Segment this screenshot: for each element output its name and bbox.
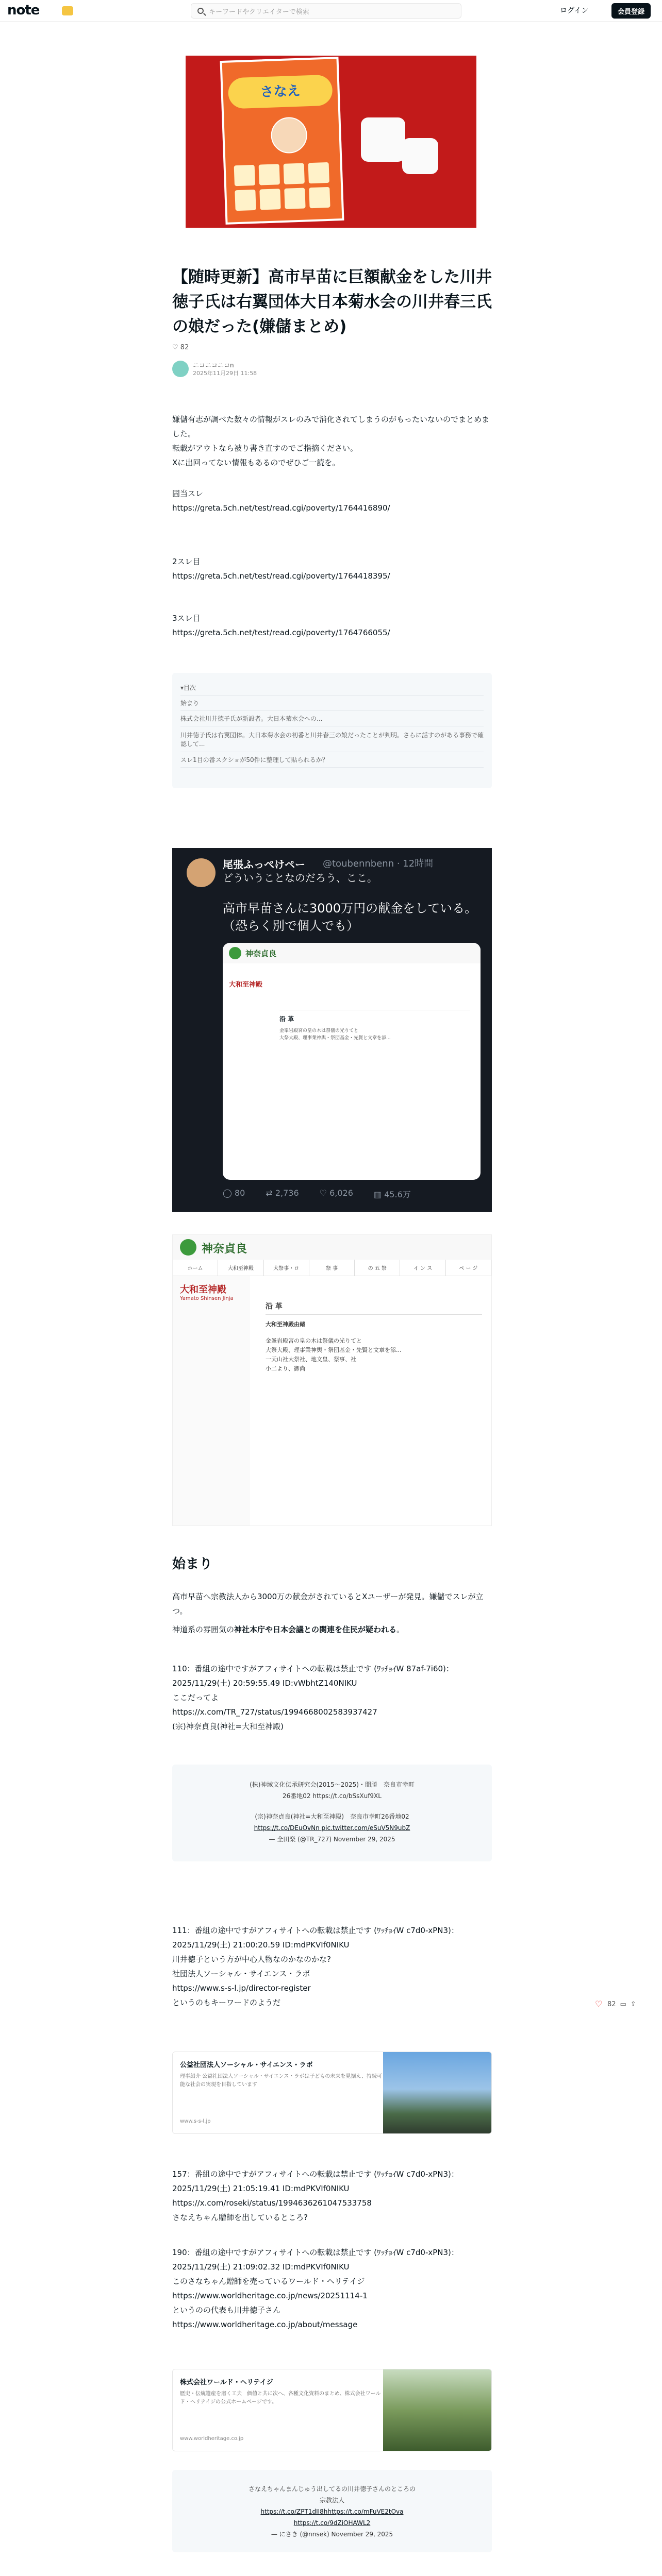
card-title: 公益社団法人ソーシャル・サイエンス・ラボ: [180, 2061, 313, 2069]
note-logo[interactable]: note: [7, 3, 40, 18]
retweet-count-value: 2,736: [275, 1188, 299, 1198]
post-header: 110：番組の途中ですがアフィサイトへの転載は禁止です (ﾜｯﾁｮｲW 87af-7i60)：2025/11/29(土) 20:59:55.49 ID:vWbhtZ140NIKU: [172, 1664, 454, 1688]
card-url: www.worldheritage.co.jp: [180, 2436, 244, 2442]
shrine-website-screenshot: [172, 1234, 492, 1526]
shrine-kamon: 大和至神殿: [180, 1284, 226, 1295]
like-count-tweet[interactable]: ♡ 6,026: [319, 1188, 353, 1198]
toc-item[interactable]: 株式会社川井徳子氏が新設者。大日本菊水会への...: [180, 711, 484, 726]
post-link[interactable]: https://x.com/TR_727/status/1994668002583937427: [172, 1707, 377, 1717]
link-card[interactable]: [172, 2052, 492, 2134]
post-header: 190：番組の途中ですがアフィサイトへの転載は禁止です (ﾜｯﾁｮｲW c7d0-xPN3)：2025/11/29(土) 21:09:02.32 ID:mdPKVIf0NIKU: [172, 2248, 459, 2272]
shrine-nav: [173, 1260, 491, 1276]
tweet-body: [223, 900, 477, 935]
thread-label: 2スレ目: [172, 557, 201, 566]
card-url: www.s-s-l.jp: [180, 2119, 211, 2124]
post-line: というのもキーワードのようだ: [172, 1998, 281, 2007]
comment-icon[interactable]: ▭: [620, 2001, 626, 2008]
floating-actions: [595, 2001, 636, 2008]
embed-line: さなえちゃんまんじゅう出してるの川井徳子さんのところの: [248, 2485, 416, 2493]
publish-date: 2025年11月29日 11:58: [193, 370, 257, 377]
post-link[interactable]: https://www.s-s-l.jp/director-register: [172, 1984, 311, 1993]
tweet-text: どういうことなのだろう、ここ。: [223, 872, 377, 884]
post-111: [172, 1923, 492, 2010]
like-count-value: 82: [180, 344, 189, 351]
post-190: [172, 2245, 492, 2332]
embed-line: 宗教法人: [319, 2497, 344, 2504]
tweet-body-line: 高市早苗さんに3000万円の献金をしている。: [223, 901, 477, 916]
card-description: 歴史・伝統遺産を磨く工夫 価値と共に次へ、各種文化資料のまとめ、株式会社ワールド・ヘリテイジの公式ホームページです。: [180, 2391, 381, 2405]
section-bold: 神社本庁や日本会議との関連を住民が疑われる: [234, 1625, 397, 1634]
embed-line: (株)神域文化伝承研究会(2015～2025)・間勝 奈良市幸町: [250, 1781, 415, 1788]
post-link[interactable]: https://www.worldheritage.co.jp/about/message: [172, 2320, 358, 2329]
section-paragraph: 高市早苗へ宗教法人から3000万の献金がされているとXユーザーが発見。嫌儲でスレが立つ。: [172, 1592, 484, 1616]
shrine-text: 大祭大殿、理事業神輿・祭団基金・先賢と文章を添...: [266, 1347, 402, 1353]
shrine-nav-item: ペ ー ジ: [446, 1260, 491, 1276]
post-link[interactable]: https://x.com/roseki/status/1994636261047533758: [172, 2198, 372, 2208]
card-thumbnail: [383, 2052, 491, 2134]
post-line: さなえちゃん贈師を出しているところ?: [172, 2213, 308, 2222]
shrine-nav-item: 大和至神殿: [218, 1260, 263, 1276]
embed-line: (宗)神奈貞良(神社=大和至神殿) 奈良市幸町26番地02: [255, 1813, 409, 1820]
signup-button[interactable]: 会員登録: [611, 3, 651, 19]
post-link[interactable]: https://www.worldheritage.co.jp/news/20251114-1: [172, 2291, 368, 2300]
toc-item[interactable]: スレ1目の番スクショが50件に整理して貼られるか？: [180, 752, 484, 768]
login-link[interactable]: ログイン: [560, 7, 589, 15]
embedded-kamon: 大和至神殿: [229, 981, 263, 989]
post-line: ここだってよ: [172, 1693, 219, 1702]
embed-line: 26番地02 https://t.co/bSsXuf9XL: [283, 1792, 382, 1800]
embedded-tweet: [172, 2470, 492, 2552]
top-header: [0, 0, 662, 22]
author-name[interactable]: ニコニコニコn: [193, 362, 234, 369]
toc-heading: 目次: [184, 684, 196, 691]
embedded-article: [279, 1010, 470, 1164]
thread-url[interactable]: https://greta.5ch.net/test/read.cgi/poverty/1764416890/: [172, 503, 390, 513]
intro-line: 嫌儲有志が調べた数々の情報がスレのみで消化されてしまうのがもったいないのでまとめました。: [172, 415, 490, 438]
post-header: 111：番組の途中ですがアフィサイトへの転載は禁止です (ﾜｯﾁｮｲW c7d0-xPN3)：2025/11/29(土) 21:00:20.59 ID:mdPKVIf0NIKU: [172, 1926, 459, 1950]
post-line: 社団法人ソーシャル・サイエンス・ラボ: [172, 1969, 310, 1978]
embed-link[interactable]: https://t.co/ZPT1dII8hhttps://t.co/mFuVE2tOva: [260, 2508, 404, 2515]
shrine-nav-item: イ ン ス: [400, 1260, 445, 1276]
shrine-nav-item: 祭 事: [309, 1260, 355, 1276]
thread-label: 3スレ目: [172, 614, 201, 623]
reply-count[interactable]: ◯ 80: [223, 1188, 245, 1198]
shrine-nav-item: 大祭事・ロ: [264, 1260, 309, 1276]
intro-paragraph: [172, 412, 492, 470]
post-header: 157：番組の途中ですがアフィサイトへの転載は禁止です (ﾜｯﾁｮｲW c7d0-xPN3)：2025/11/29(土) 21:05:19.41 ID:mdPKVIf0NIKU: [172, 2170, 459, 2193]
thread-link-block: [172, 486, 492, 515]
tweet-handle: @toubennbenn · 12時間: [323, 858, 434, 869]
tweet-avatar: [187, 858, 216, 887]
tweet-embedded-image: [223, 943, 481, 1180]
logo-mascot-icon: [62, 6, 73, 15]
shrine-nav-item: の 五 祭: [355, 1260, 400, 1276]
thread-label: 固当スレ: [172, 489, 204, 498]
retweet-count[interactable]: ⇄ 2,736: [266, 1188, 299, 1198]
embedded-text: 金峯岩殿宮の皇の木は祭儀の光りてと: [279, 1028, 359, 1033]
search-placeholder: キーワードやクリエイターで検索: [209, 8, 309, 16]
tweet-author-name: 尾張ふっぺけペー: [223, 858, 305, 871]
embedded-text: 大祭大殿、理事業神輿・祭団基金・先賢と文章を添...: [279, 1036, 391, 1041]
thread-link-block: [172, 611, 492, 640]
section-text: 神道系の雰囲気の: [172, 1625, 235, 1634]
floating-like-count: 82: [607, 2001, 616, 2008]
post-line: このさなちゃん贈師を売っているワールド・ヘリテイジ: [172, 2277, 365, 2286]
heart-icon[interactable]: [595, 2001, 603, 2008]
search-icon: [197, 8, 204, 14]
shrine-text: 一天山社大祭社、地文皇、祭事、社: [266, 1356, 356, 1363]
product-box-illustration: [220, 57, 344, 225]
card-title: 株式会社ワールド・ヘリテイジ: [180, 2379, 273, 2386]
embed-link[interactable]: https://t.co/DEuOvNn pic.twitter.com/eSuV5N9ubZ: [254, 1824, 410, 1832]
product-grid: [234, 162, 334, 211]
shrine-subheading: 大和至神殿由緒: [266, 1321, 305, 1328]
tweet-actions: [223, 1188, 481, 1200]
reply-count-value: 80: [235, 1188, 245, 1198]
thread-url[interactable]: https://greta.5ch.net/test/read.cgi/poverty/1764766055/: [172, 628, 390, 637]
table-of-contents: [172, 673, 492, 788]
toc-item[interactable]: 始まり: [180, 696, 484, 711]
face-illustration: [270, 116, 307, 154]
shrine-sidebar: [173, 1276, 250, 1526]
intro-line: 転載がアウトなら被り書き直すのでご指摘ください。: [172, 444, 358, 453]
section-paragraph-2: [172, 1622, 492, 1637]
view-count-value: 45.6万: [384, 1190, 411, 1199]
post-157: [172, 2167, 492, 2225]
shrine-header: [173, 1235, 491, 1260]
intro-line: Xに出回ってない情報もあるのでぜひご一読を。: [172, 458, 340, 467]
shrine-text: 小二より、御尚: [266, 1365, 305, 1372]
author-avatar[interactable]: [172, 361, 189, 377]
leaf-icon: [180, 1239, 196, 1256]
post-line: (宗)神奈貞良(神社=大和至神殿): [172, 1722, 284, 1731]
embedded-tweet: [172, 1765, 492, 1861]
card-description: 理事紹介 公益社団法人ソーシャル・サイエンス・ラボは子どもの未来を見据え、持続可能な社会の実現を目指しています: [180, 2074, 382, 2088]
card-thumbnail: [383, 2369, 491, 2451]
dice-illustration: [402, 138, 438, 174]
post-line: というのの代表も川井徳子さん: [172, 2306, 281, 2315]
search-input[interactable]: [191, 3, 461, 19]
like-count-tweet-value: 6,026: [329, 1188, 353, 1198]
embed-attribution[interactable]: — にさき (@nnsek) November 29, 2025: [271, 2531, 393, 2538]
shrine-name: 神奈貞良: [202, 1243, 247, 1256]
thread-url[interactable]: https://greta.5ch.net/test/read.cgi/poverty/1764418395/: [172, 571, 390, 581]
share-icon[interactable]: ⇪: [630, 2001, 636, 2008]
hero-image: [186, 56, 476, 228]
section-text-end: 。: [396, 1625, 405, 1634]
post-110: [172, 1662, 492, 1734]
embedded-heading: 沿 革: [279, 1015, 294, 1023]
section-heading: 始まり: [172, 1556, 213, 1572]
view-count[interactable]: ▥ 45.6万: [373, 1190, 411, 1199]
tweet-body-line: （恐らく別で個人でも）: [223, 919, 359, 933]
embedded-site-name: 神奈貞良: [245, 949, 277, 958]
post-line: 川井徳子という方が中心人物なのかなのかな?: [172, 1955, 331, 1964]
like-count[interactable]: ♡ 82: [172, 344, 189, 351]
shrine-article: [266, 1302, 482, 1374]
toc-item[interactable]: 川井徳子氏は右翼団体。大日本菊水会の初番と川井春三の娘だったことが判明。さらに話すのがある事務で確認して...: [180, 726, 484, 752]
thread-link-block: [172, 554, 492, 583]
shrine-nav-item: ホーム: [173, 1260, 218, 1276]
article-title: 【随時更新】高市早苗に巨額献金をした川井徳子氏は右翼団体大日本菊水会の川井春三氏の娘だった(嫌儲まとめ): [172, 268, 492, 336]
link-card[interactable]: [172, 2369, 492, 2451]
shrine-text: 金峯岩殿宮の皇の木は祭儀の光りてと: [266, 1337, 362, 1344]
shrine-kamon-en: Yamato Shinsen Jinja: [180, 1296, 234, 1301]
embed-link[interactable]: https://t.co/9dZiOHAWL2: [293, 2519, 371, 2527]
leaf-icon: [229, 947, 241, 959]
toc-header[interactable]: ▾ 目次: [180, 680, 484, 696]
dice-illustration: [361, 117, 405, 162]
tweet-screenshot: [172, 848, 492, 1212]
shrine-heading: 沿 革: [266, 1302, 482, 1315]
product-box-label: さなえ: [228, 75, 333, 109]
embed-attribution[interactable]: — 全田楽 (@TR_727) November 29, 2025: [269, 1836, 395, 1843]
